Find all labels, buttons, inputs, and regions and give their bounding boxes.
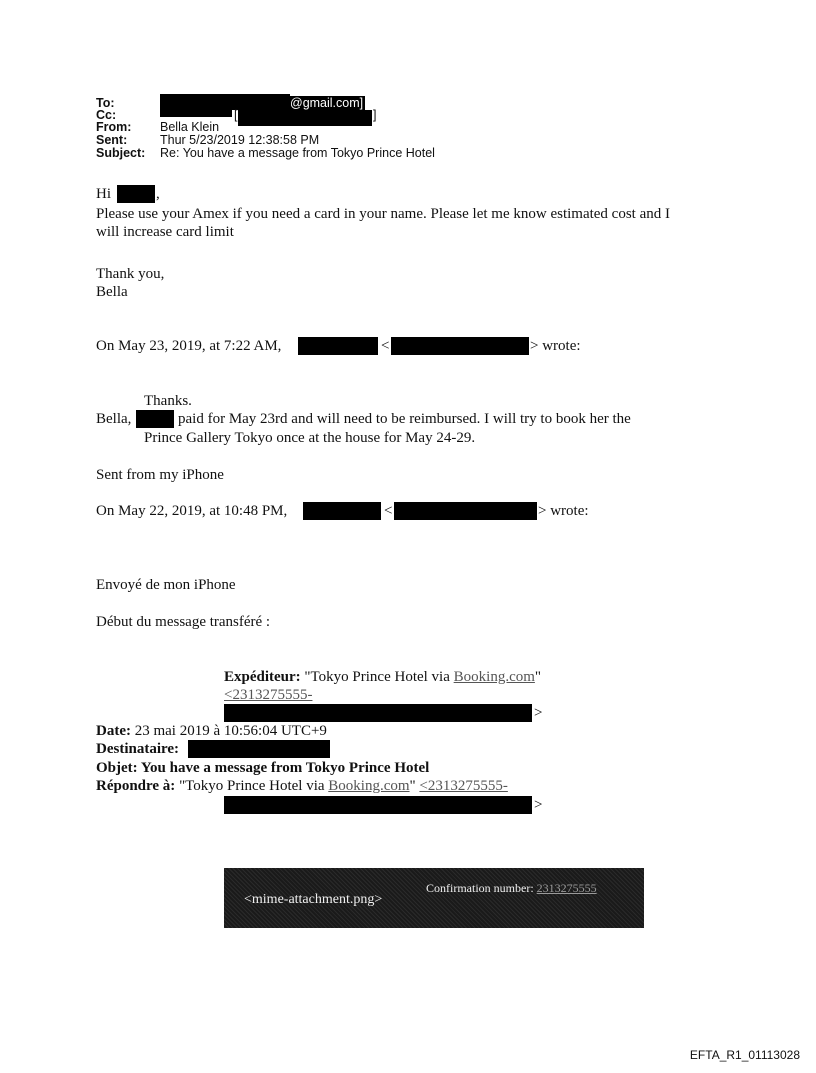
reply-body-line-2: will increase card limit — [96, 224, 234, 240]
fwd-expediteur-label: Expéditeur: — [224, 669, 301, 685]
fwd-date-value: 23 mai 2019 à 10:56:04 UTC+9 — [130, 723, 327, 739]
to-label: To: — [96, 96, 115, 110]
attachment-banner[interactable] — [224, 868, 644, 928]
quote1-thanks: Thanks. — [144, 393, 192, 409]
quote1-lt: < — [381, 338, 390, 354]
cc-close-bracket: ] — [373, 108, 377, 122]
fwd-repondre-value-pre: "Tokyo Prince Hotel via — [175, 778, 329, 794]
from-label: From: — [96, 120, 132, 134]
fwd-expediteur-value-post: " — [534, 669, 542, 685]
fwd-repondre-label: Répondre à: — [96, 778, 176, 794]
quote1-intro: On May 23, 2019, at 7:22 AM, — [96, 338, 282, 354]
bates-number: EFTA_R1_01113028 — [689, 1048, 800, 1062]
cc-label: Cc: — [96, 108, 117, 122]
fwd-repondre-gt: > — [534, 797, 543, 813]
quote2-envoye: Envoyé de mon iPhone — [96, 577, 236, 593]
confirmation-line — [426, 881, 597, 896]
sent-label: Sent: — [96, 133, 128, 147]
quote1-sent-from: Sent from my iPhone — [96, 467, 224, 483]
fwd-repondre — [96, 778, 508, 795]
redaction-quote1-email — [391, 337, 529, 355]
from-value: Bella Klein — [160, 120, 220, 134]
confirmation-label: Confirmation number: — [426, 881, 537, 895]
sent-value: Thur 5/23/2019 12:38:58 PM — [160, 133, 320, 147]
greeting-comma: , — [156, 186, 160, 202]
quote2-wrote: > wrote: — [538, 503, 589, 519]
redaction-quote1-sender — [298, 337, 378, 355]
redaction-quote2-email — [394, 502, 537, 520]
quote1-bella: Bella, — [96, 411, 132, 427]
fwd-date — [96, 723, 327, 740]
redaction-greeting-name — [117, 185, 155, 203]
fwd-objet-label: Objet: — [96, 760, 138, 776]
fwd-objet — [96, 760, 429, 777]
redaction-cc-email — [238, 110, 372, 126]
fwd-expediteur-link[interactable]: Booking.com — [453, 669, 535, 685]
quote1-wrote: > wrote: — [530, 338, 581, 354]
quote2-lt: < — [384, 503, 393, 519]
fwd-repondre-value-mid: " — [409, 778, 420, 794]
cc-open-bracket: [ — [234, 108, 238, 122]
quote2-intro: On May 22, 2019, at 10:48 PM, — [96, 503, 288, 519]
fwd-repondre-link[interactable]: Booking.com — [328, 778, 410, 794]
mime-attachment-label[interactable]: <mime-attachment.png> — [244, 892, 383, 907]
fwd-destinataire-label: Destinataire: — [96, 741, 180, 757]
reply-body-line-1: Please use your Amex if you need a card in your name. Please let me know estimated cost and I — [96, 206, 670, 222]
greeting-hi: Hi — [96, 186, 111, 202]
fwd-expediteur-value-pre: "Tokyo Prince Hotel via — [300, 669, 454, 685]
reply-signature: Bella — [96, 284, 128, 300]
fwd-expediteur-gt: > — [534, 705, 543, 721]
confirmation-number-link[interactable]: 2313275555 — [536, 881, 597, 895]
quote2-debut: Début du message transféré : — [96, 614, 271, 630]
quote1-body-line-2: Prince Gallery Tokyo once at the house for May 24-29. — [144, 430, 476, 446]
fwd-expediteur — [224, 669, 541, 686]
redaction-quote1-name — [136, 410, 174, 428]
fwd-date-label: Date: — [96, 723, 131, 739]
redaction-fwd-repondre — [224, 796, 532, 814]
redaction-cc-name — [160, 107, 232, 117]
redaction-fwd-destinataire — [188, 740, 330, 758]
fwd-expediteur-address[interactable]: <2313275555- — [224, 687, 313, 703]
fwd-repondre-address[interactable]: <2313275555- — [419, 778, 508, 794]
redaction-quote2-sender — [303, 502, 381, 520]
subject-value: Re: You have a message from Tokyo Prince Hotel — [160, 146, 435, 160]
quote1-body-line-1: paid for May 23rd and will need to be reimbursed. I will try to book her the — [178, 411, 631, 427]
redaction-fwd-expediteur — [224, 704, 532, 722]
reply-signoff: Thank you, — [96, 266, 165, 282]
subject-label: Subject: — [96, 146, 146, 160]
fwd-objet-value: You have a message from Tokyo Prince Hotel — [137, 760, 430, 776]
to-email-suffix: @gmail.com] — [290, 96, 364, 110]
